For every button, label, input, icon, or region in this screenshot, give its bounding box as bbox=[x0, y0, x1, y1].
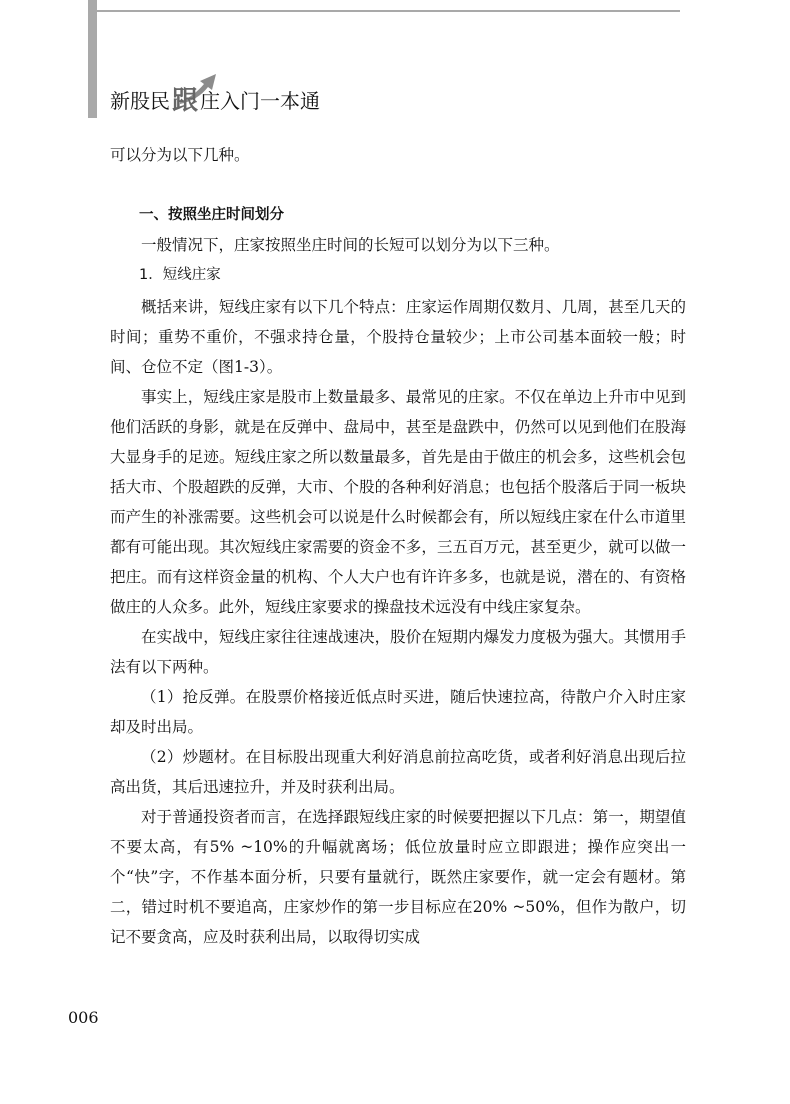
paragraph: 事实上，短线庄家是股市上数量最多、最常见的庄家。不仅在单边上升市中见到他们活跃的身影，就是在反弹中、盘局中，甚至是盘跌中，仍然可以见到他们在股海大显身手的足迹。短线庄家之所以数量最多，首先是由于做庄的机会多，这些机会包括大市、个股超跌的反弹，大市、个股的各种利好消息；也包括个股落后于同一板块而产生的补涨需要。这些机会可以说是什么时候都会有，所以短线庄家在什么市道里都有可能出现。其次短线庄家需要的资金不多，三五百万元，甚至更少，就可以做一把庄。而有这样资金量的机构、个人大户也有许许多多，也就是说，潜在的、有资格做庄的人众多。此外，短线庄家要求的操盘技术远没有中线庄家复杂。 bbox=[110, 388, 686, 616]
page-number: 006 bbox=[68, 1008, 99, 1027]
book-title-part1: 新股民 bbox=[110, 89, 170, 113]
list-item: （1）抢反弹。在股票价格接近低点时买进，随后快速拉高，待散户介入时庄家却及时出局。 bbox=[110, 688, 686, 736]
paragraph: 对于普通投资者而言，在选择跟短线庄家的时候要把握以下几点：第一，期望值不要太高，有5% ~10%的升幅就离场；低位放量时应立即跟进；操作应突出一个“快”字，不作基本面分析，只要有量就行，既然庄家要作，就一定会有题材。第二，错过时机不要追高，庄家炒作的第一步目标应在20% ~50%，但作为散户，切记不要贪高，应及时获利出局，以取得切实成 bbox=[110, 808, 686, 946]
paragraph: 一般情况下，庄家按照坐庄时间的长短可以划分为以下三种。 bbox=[141, 236, 560, 254]
page-content bbox=[110, 140, 686, 952]
book-title-part2: 庄入门一本通 bbox=[200, 89, 321, 113]
header-top-rule bbox=[97, 10, 680, 12]
continuation-text: 可以分为以下几种。 bbox=[110, 146, 250, 164]
section-heading: 一、按照坐庄时间划分 bbox=[139, 207, 284, 223]
subsection-heading: 1．短线庄家 bbox=[139, 267, 221, 283]
header-side-bar bbox=[88, 0, 97, 118]
book-title bbox=[110, 86, 320, 116]
paragraph: 概括来讲，短线庄家有以下几个特点：庄家运作周期仅数月、几周，甚至几天的时间；重势不重价，不强求持仓量，个股持仓量较少；上市公司基本面较一般；时间、仓位不定（图1-3）。 bbox=[110, 298, 686, 376]
book-title-accent: 跟 bbox=[172, 86, 199, 116]
list-item: （2）炒题材。在目标股出现重大利好消息前拉高吃货，或者利好消息出现后拉高出货，其后迅速拉升，并及时获利出局。 bbox=[110, 748, 686, 796]
paragraph: 在实战中，短线庄家往往速战速决，股价在短期内爆发力度极为强大。其惯用手法有以下两种。 bbox=[110, 628, 686, 676]
